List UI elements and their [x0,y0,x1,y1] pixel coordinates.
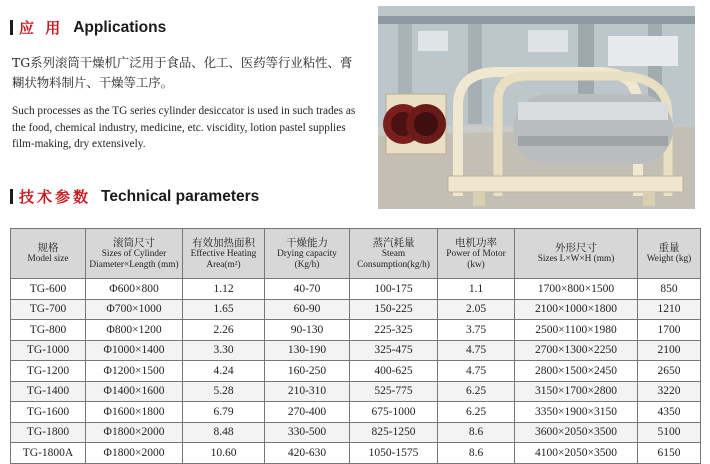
table-cell: 4.24 [183,361,265,382]
table-cell: 1210 [638,299,701,320]
table-cell: 675-1000 [350,402,438,423]
table-cell: TG-1400 [11,381,86,402]
applications-text-zh: TG系列滚筒干燥机广泛用于食品、化工、医药等行业粘性、膏糊状物料制片、干燥等工序。 [12,55,353,90]
table-cell: TG-1600 [11,402,86,423]
table-cell: TG-1200 [11,361,86,382]
table-cell: 90-130 [265,320,350,341]
table-row [11,340,701,361]
table-cell: Φ1000×1400 [86,340,183,361]
table-cell: Φ800×1200 [86,320,183,341]
table-cell: 8.6 [438,422,515,443]
table-cell: 3220 [638,381,701,402]
table-cell: Φ1200×1500 [86,361,183,382]
table-cell: 6150 [638,443,701,464]
table-cell: 400-625 [350,361,438,382]
table-row [11,422,701,443]
table-cell: 1.1 [438,279,515,300]
table-cell: 6.25 [438,381,515,402]
technical-title-zh: 技术参数 [19,188,92,206]
table-cell: Φ1400×1600 [86,381,183,402]
applications-heading [10,17,166,38]
table-cell: 2500×1100×1980 [515,320,638,341]
table-cell: 2100×1000×1800 [515,299,638,320]
table-cell: 10.60 [183,443,265,464]
table-cell: 225-325 [350,320,438,341]
table-cell: 2.05 [438,299,515,320]
heading-bar [10,20,13,35]
applications-title-en: Applications [73,18,167,36]
table-cell: 4350 [638,402,701,423]
technical-heading [10,186,259,207]
table-cell: 5.28 [183,381,265,402]
column-header: 干燥能力 Drying capacity (Kg/h) [265,229,350,279]
table-cell: 8.48 [183,422,265,443]
table-cell: 130-190 [265,340,350,361]
table-row [11,299,701,320]
table-cell: 1.65 [183,299,265,320]
table-cell: 2650 [638,361,701,382]
table-cell: TG-700 [11,299,86,320]
table-cell: 330-500 [265,422,350,443]
column-header: 滚筒尺寸 Sizes of Cylinder Diameter×Length (mm) [86,229,183,279]
table-cell: TG-800 [11,320,86,341]
table-body [11,279,701,464]
table-cell: 1.12 [183,279,265,300]
product-photo [378,6,695,209]
column-header: 有效加热面积 Effective Heating Area(m²) [183,229,265,279]
table-cell: 825-1250 [350,422,438,443]
table-cell: Φ1800×2000 [86,443,183,464]
table-cell: TG-600 [11,279,86,300]
table-cell: 8.6 [438,443,515,464]
table-cell: 6.79 [183,402,265,423]
heading-bar [10,189,13,204]
technical-parameters-table [10,228,701,464]
table-row [11,381,701,402]
table-cell: Φ1600×1800 [86,402,183,423]
table-row [11,361,701,382]
table-cell: 4.75 [438,340,515,361]
table-cell: 420-630 [265,443,350,464]
technical-title-en: Technical parameters [101,187,260,205]
table-cell: 6.25 [438,402,515,423]
table-cell: 210-310 [265,381,350,402]
table-cell: TG-1800 [11,422,86,443]
table-cell: 1050-1575 [350,443,438,464]
table-cell: 3.75 [438,320,515,341]
table-cell: 3600×2050×3500 [515,422,638,443]
table-cell: 525-775 [350,381,438,402]
table-cell: Φ1800×2000 [86,422,183,443]
table-cell: 1700×800×1500 [515,279,638,300]
table-cell: 270-400 [265,402,350,423]
table-cell: 4100×2050×3500 [515,443,638,464]
table-cell: 2.26 [183,320,265,341]
table-cell: 40-70 [265,279,350,300]
column-header: 蒸汽耗量 Steam Consumption(kg/h) [350,229,438,279]
table-cell: 60-90 [265,299,350,320]
table-cell: 5100 [638,422,701,443]
table-row [11,402,701,423]
table-cell: TG-1000 [11,340,86,361]
table-cell: 3350×1900×3150 [515,402,638,423]
column-header: 重量 Weight (kg) [638,229,701,279]
table-header-row [11,229,701,279]
table-cell: 2100 [638,340,701,361]
column-header: 规格 Model size [11,229,86,279]
applications-title-zh: 应 用 [19,19,64,37]
table-row [11,279,701,300]
table-cell: 160-250 [265,361,350,382]
table-cell: 100-175 [350,279,438,300]
table-row [11,320,701,341]
table-cell: 3.30 [183,340,265,361]
applications-text-en: Such processes as the TG series cylinder desiccator is used in such trades as the food, chemical industry, medicine, etc. viscidity, lotion pastel supplies film-making, dry extensively. [12,105,356,150]
table-cell: 4.75 [438,361,515,382]
table-cell: 1700 [638,320,701,341]
table-cell: Φ700×1000 [86,299,183,320]
table-cell: 850 [638,279,701,300]
column-header: 外形尺寸 Sizes L×W×H (mm) [515,229,638,279]
table-cell: TG-1800A [11,443,86,464]
table-cell: 3150×1700×2800 [515,381,638,402]
table-cell: 2700×1300×2250 [515,340,638,361]
drum-dryer-illustration [378,6,695,209]
table-cell: 325-475 [350,340,438,361]
table-cell: 2800×1500×2450 [515,361,638,382]
column-header: 电机功率 Power of Motor (kw) [438,229,515,279]
table-cell: Φ600×800 [86,279,183,300]
table-row [11,443,701,464]
table-cell: 150-225 [350,299,438,320]
